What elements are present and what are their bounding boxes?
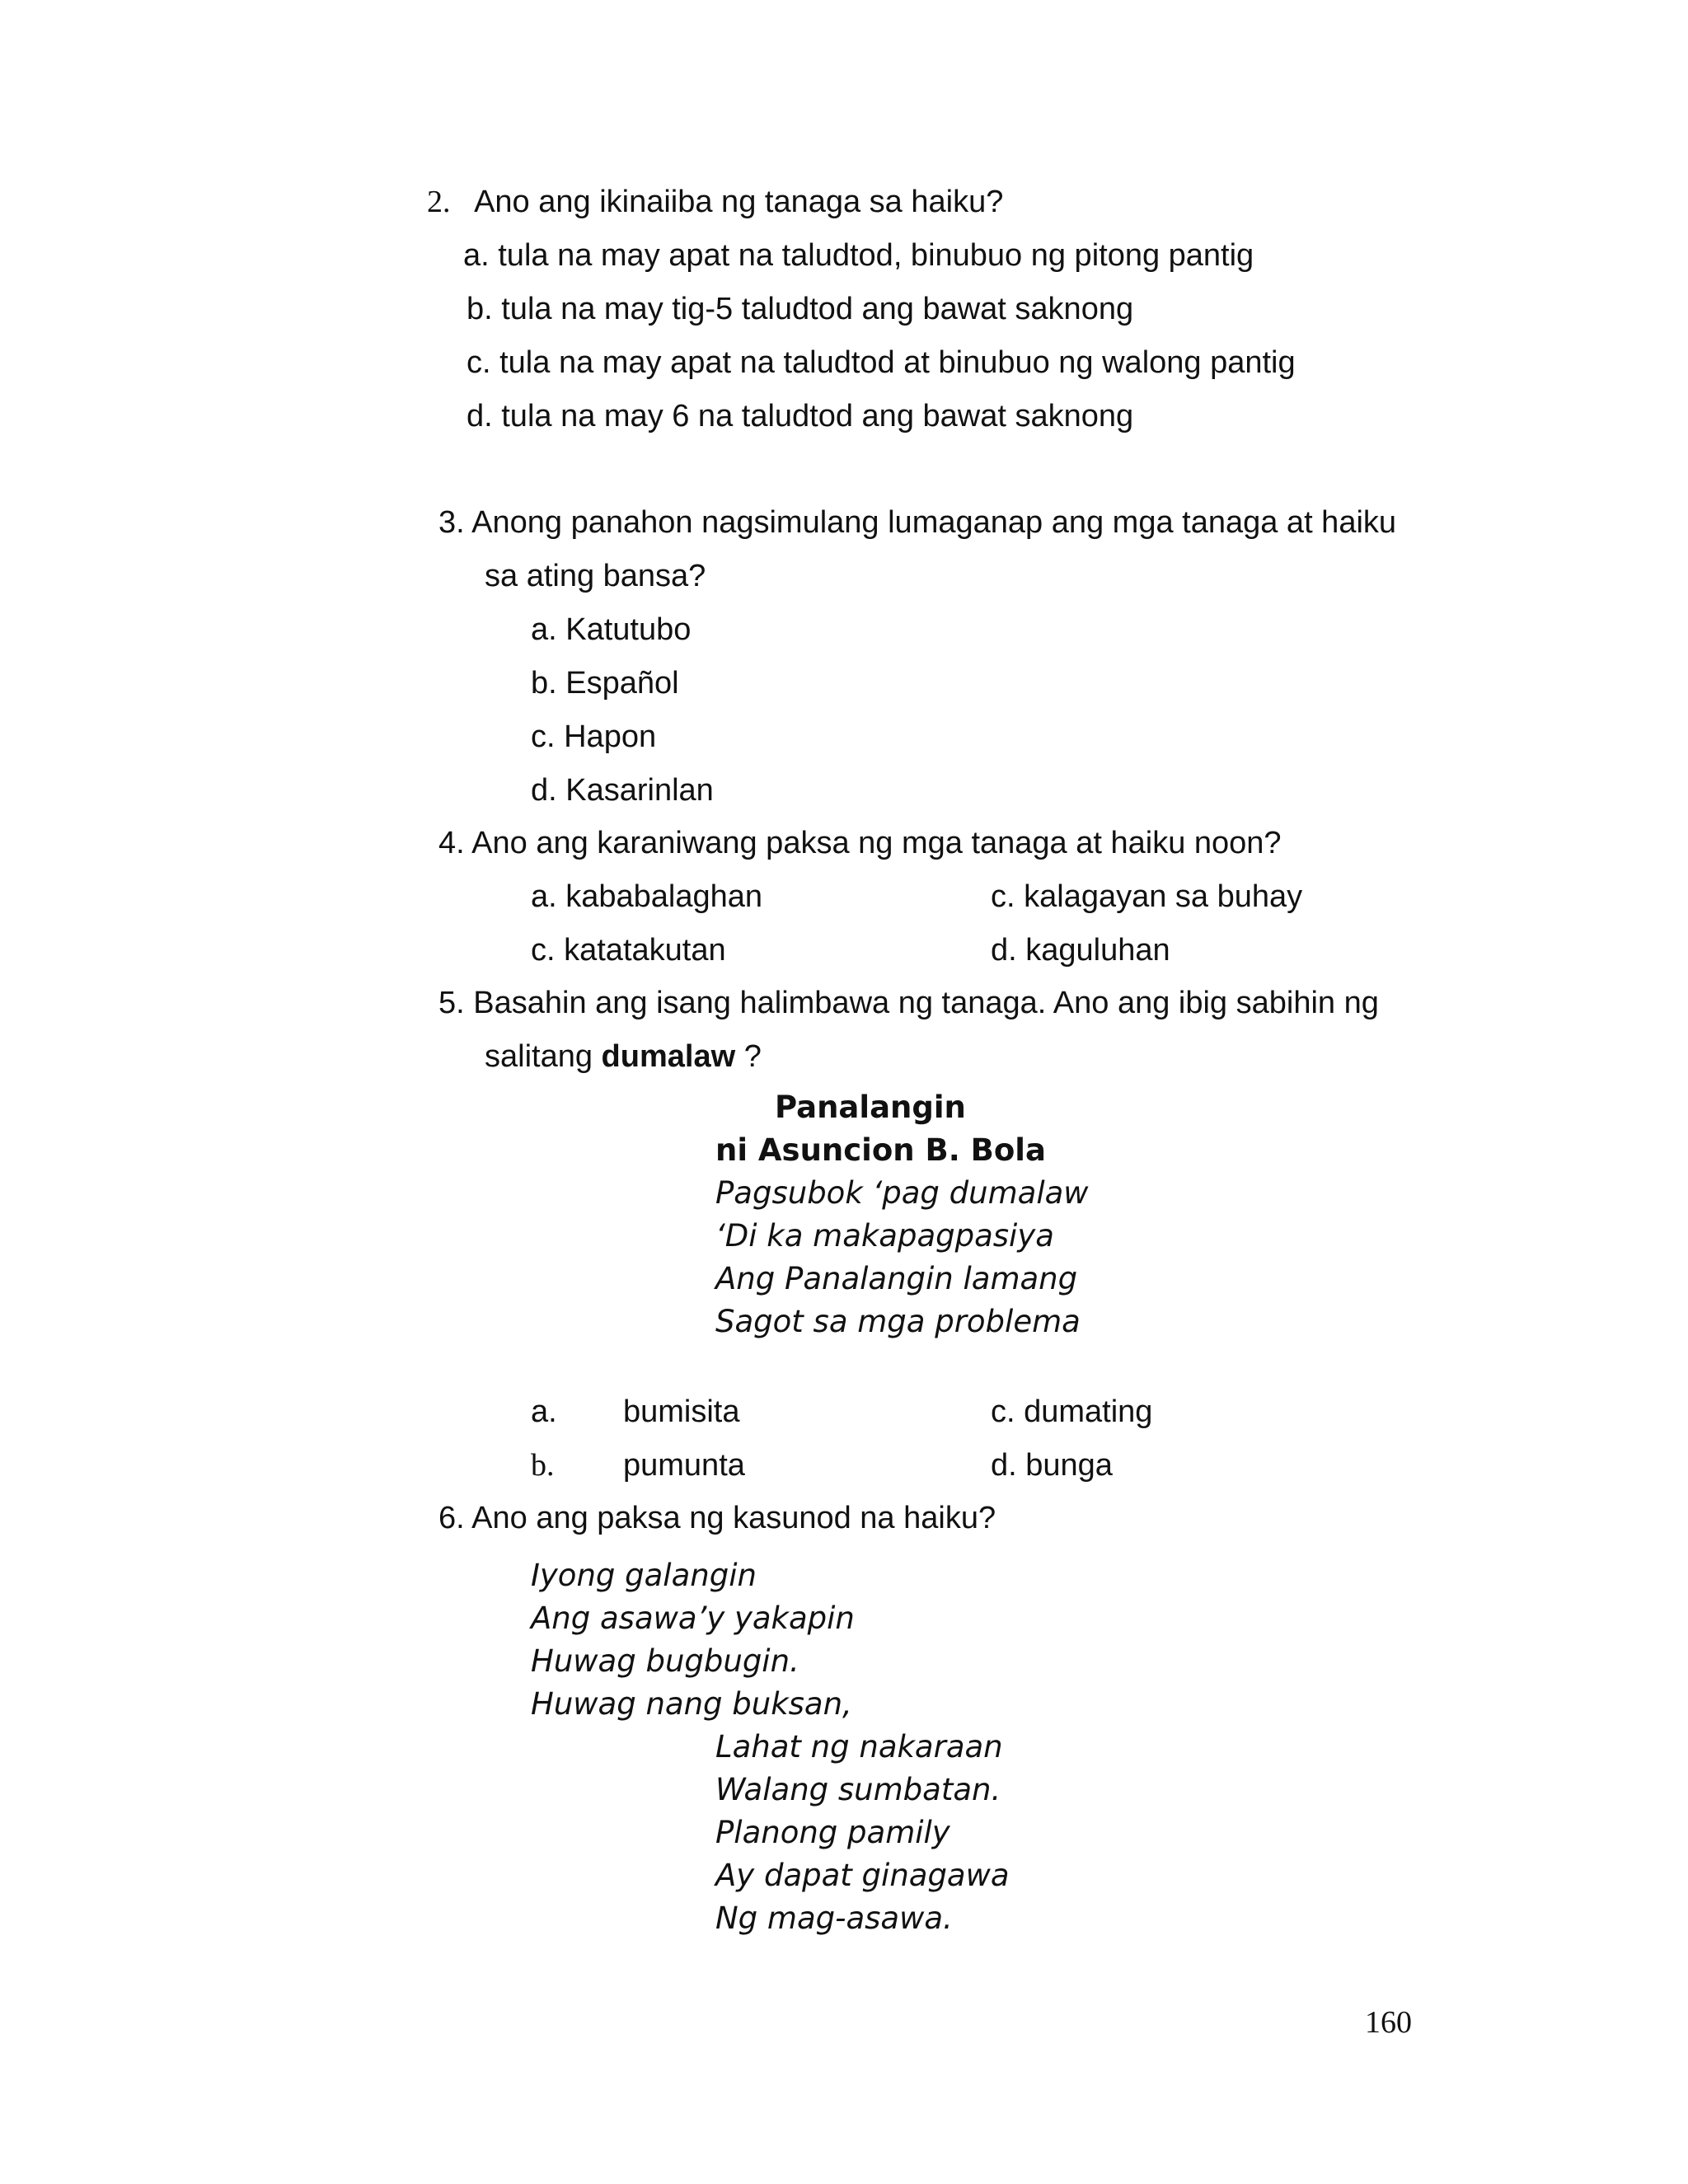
q3-choice-d: d. Kasarinlan	[531, 773, 714, 808]
poem-line-1: Pagsubok ‘pag dumalaw	[715, 1175, 1089, 1211]
haiku-line-2: Ang asawa’y yakapin	[531, 1601, 855, 1636]
question-2	[427, 183, 1003, 221]
question-5-prefix: salitang	[485, 1039, 602, 1074]
haiku-line-1: Iyong galangin	[531, 1558, 757, 1593]
q2-choice-b: b. tula na may tig-5 taludtod ang bawat saknong	[467, 292, 1134, 326]
poem-line-3: Ang Panalangin lamang	[715, 1261, 1078, 1296]
q5-choice-a-text: bumisita	[623, 1394, 740, 1429]
haiku-line-8: Ay dapat ginagawa	[715, 1858, 1010, 1893]
haiku-line-9: Ng mag-asawa.	[715, 1900, 953, 1936]
q5-choice-b-letter: b.	[531, 1448, 555, 1483]
keyword-dumalaw: dumalaw	[601, 1039, 736, 1074]
question-2-number: 2.	[427, 185, 451, 219]
question-5-line1: 5. Basahin ang isang halimbawa ng tanaga. Ano ang ibig sabihin ng	[438, 986, 1379, 1020]
poem-author: ni Asuncion B. Bola	[715, 1132, 1046, 1168]
haiku-line-3: Huwag bugbugin.	[531, 1643, 799, 1679]
q2-choice-c: c. tula na may apat na taludtod at binubuo ng walong pantig	[467, 345, 1296, 380]
q4-choice-c2: c. katatakutan	[531, 933, 726, 968]
page-number: 160	[1365, 2005, 1412, 2040]
q3-choice-b: b. Español	[531, 666, 679, 701]
question-3-line1: 3. Anong panahon nagsimulang lumaganap ang mga tanaga at haiku	[438, 505, 1397, 540]
poem-title: Panalangin	[775, 1090, 966, 1125]
q4-choice-d: d. kaguluhan	[991, 933, 1170, 968]
question-6: 6. Ano ang paksa ng kasunod na haiku?	[438, 1501, 996, 1535]
q5-choice-a-letter: a.	[531, 1394, 557, 1429]
q2-choice-a: a. tula na may apat na taludtod, binubuo ng pitong pantig	[463, 238, 1254, 273]
haiku-line-5: Lahat ng nakaraan	[715, 1729, 1003, 1765]
question-2-text: Ano ang ikinaiiba ng tanaga sa haiku?	[474, 185, 1004, 219]
q2-choice-d: d. tula na may 6 na taludtod ang bawat saknong	[467, 399, 1134, 434]
q4-choice-c1: c. kalagayan sa buhay	[991, 879, 1303, 914]
haiku-line-4: Huwag nang buksan,	[531, 1686, 852, 1722]
q3-choice-c: c. Hapon	[531, 719, 657, 754]
question-3-line2: sa ating bansa?	[485, 559, 706, 593]
haiku-line-6: Walang sumbatan.	[715, 1772, 1001, 1807]
haiku-line-7: Planong pamily	[715, 1815, 950, 1850]
q5-choice-c: c. dumating	[991, 1394, 1153, 1429]
q5-choice-d: d. bunga	[991, 1448, 1113, 1483]
q3-choice-a: a. Katutubo	[531, 612, 692, 647]
question-4: 4. Ano ang karaniwang paksa ng mga tanaga at haiku noon?	[438, 826, 1282, 860]
q5-choice-b-text: pumunta	[623, 1448, 745, 1483]
poem-line-4: Sagot sa mga problema	[715, 1304, 1081, 1339]
q4-choice-a: a. kababalaghan	[531, 879, 763, 914]
question-5-suffix: ?	[735, 1039, 762, 1074]
question-5-line2	[485, 1038, 762, 1076]
poem-line-2: ‘Di ka makapagpasiya	[715, 1218, 1054, 1254]
